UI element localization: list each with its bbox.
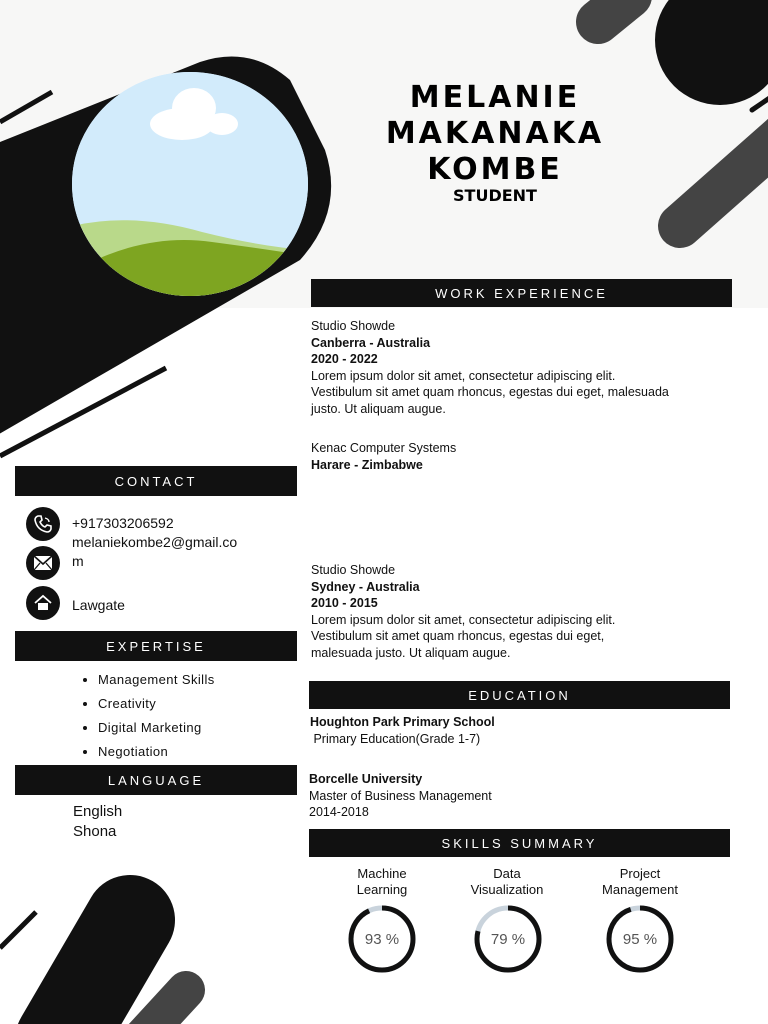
skill-label-line: Visualization bbox=[470, 882, 544, 897]
work-desc-line: Lorem ipsum dolor sit amet, consectetur adipiscing elit. bbox=[311, 612, 616, 627]
education-school: Houghton Park Primary School bbox=[310, 715, 495, 729]
work-company: Kenac Computer Systems bbox=[311, 441, 457, 455]
section-header-skills-summary: SKILLS SUMMARY bbox=[309, 829, 730, 857]
education-school: Borcelle University bbox=[309, 772, 423, 786]
section-header-work-experience: WORK EXPERIENCE bbox=[311, 279, 732, 307]
skill-label-data-visualization bbox=[455, 866, 559, 898]
work-desc-line: malesuada justo. Ut aliquam augue. bbox=[311, 645, 511, 660]
skill-percent: 93 % bbox=[364, 930, 400, 948]
full-name bbox=[340, 80, 650, 188]
education-detail: Master of Business Management bbox=[309, 788, 492, 803]
name-line: MELANIE bbox=[409, 80, 581, 115]
work-location: Canberra - Australia bbox=[311, 335, 431, 350]
name-line: KOMBE bbox=[427, 152, 563, 187]
email-line: melaniekombe2@gmail.co bbox=[72, 534, 238, 550]
work-desc-line: Vestibulum sit amet quam rhoncus, egestas dui eget, malesuada bbox=[311, 385, 669, 399]
education-entry-1 bbox=[310, 714, 495, 747]
work-entry-2 bbox=[311, 440, 456, 473]
list-item: • Negotiation bbox=[98, 740, 215, 764]
profile-photo bbox=[72, 72, 308, 296]
phone-number[interactable]: +917303206592 bbox=[72, 515, 174, 531]
list-item: • Creativity bbox=[98, 692, 215, 716]
section-header-expertise: EXPERTISE bbox=[15, 631, 297, 661]
list-item: • Digital Marketing bbox=[98, 716, 215, 740]
phone-icon bbox=[26, 507, 60, 541]
work-entry-1 bbox=[311, 318, 669, 417]
skill-percent: 79 % bbox=[490, 930, 526, 948]
skill-ring bbox=[605, 904, 675, 974]
section-header-education: EDUCATION bbox=[309, 681, 730, 709]
skill-label-machine-learning bbox=[336, 866, 428, 898]
contact-address bbox=[26, 586, 125, 620]
skill-label-line: Learning bbox=[356, 882, 408, 897]
skill-ring bbox=[473, 904, 543, 974]
education-entry-2 bbox=[309, 771, 492, 821]
skill-label-line: Management bbox=[602, 882, 678, 897]
work-entry-3 bbox=[311, 562, 615, 661]
language-item: English bbox=[73, 803, 123, 820]
education-detail: Primary Education(Grade 1-7) bbox=[310, 731, 481, 746]
skill-label-line: Project bbox=[619, 866, 661, 881]
language-item: Shona bbox=[73, 823, 117, 840]
work-years: 2010 - 2015 bbox=[311, 596, 378, 610]
work-company: Studio Showde bbox=[311, 563, 396, 577]
work-location: Sydney - Australia bbox=[311, 579, 420, 594]
address: Lawgate bbox=[72, 597, 125, 613]
job-title: STUDENT bbox=[453, 186, 537, 205]
email-line: m bbox=[72, 553, 84, 569]
expertise-list bbox=[80, 668, 215, 764]
work-years: 2020 - 2022 bbox=[311, 352, 378, 366]
skill-label-line: Machine bbox=[357, 866, 407, 881]
skill-label-line: Data bbox=[493, 866, 521, 881]
contact-email bbox=[26, 534, 238, 580]
skill-percent: 95 % bbox=[622, 930, 658, 948]
work-desc-line: Lorem ipsum dolor sit amet, consectetur adipiscing elit. bbox=[311, 368, 616, 383]
work-location: Harare - Zimbabwe bbox=[311, 457, 423, 472]
mail-icon bbox=[26, 546, 60, 580]
list-item: • Management Skills bbox=[98, 668, 215, 692]
name-line: MAKANAKA bbox=[385, 116, 605, 151]
home-icon bbox=[26, 586, 60, 620]
education-years: 2014-2018 bbox=[309, 805, 369, 819]
email-address[interactable] bbox=[72, 533, 237, 571]
section-header-contact: CONTACT bbox=[15, 466, 297, 496]
skill-label-project-management bbox=[590, 866, 690, 898]
skill-ring bbox=[347, 904, 417, 974]
section-header-language: LANGUAGE bbox=[15, 765, 297, 795]
work-company: Studio Showde bbox=[311, 319, 396, 333]
work-desc-line: Vestibulum sit amet quam rhoncus, egestas dui eget, bbox=[311, 629, 605, 643]
work-desc-line: justo. Ut aliquam augue. bbox=[311, 401, 446, 416]
